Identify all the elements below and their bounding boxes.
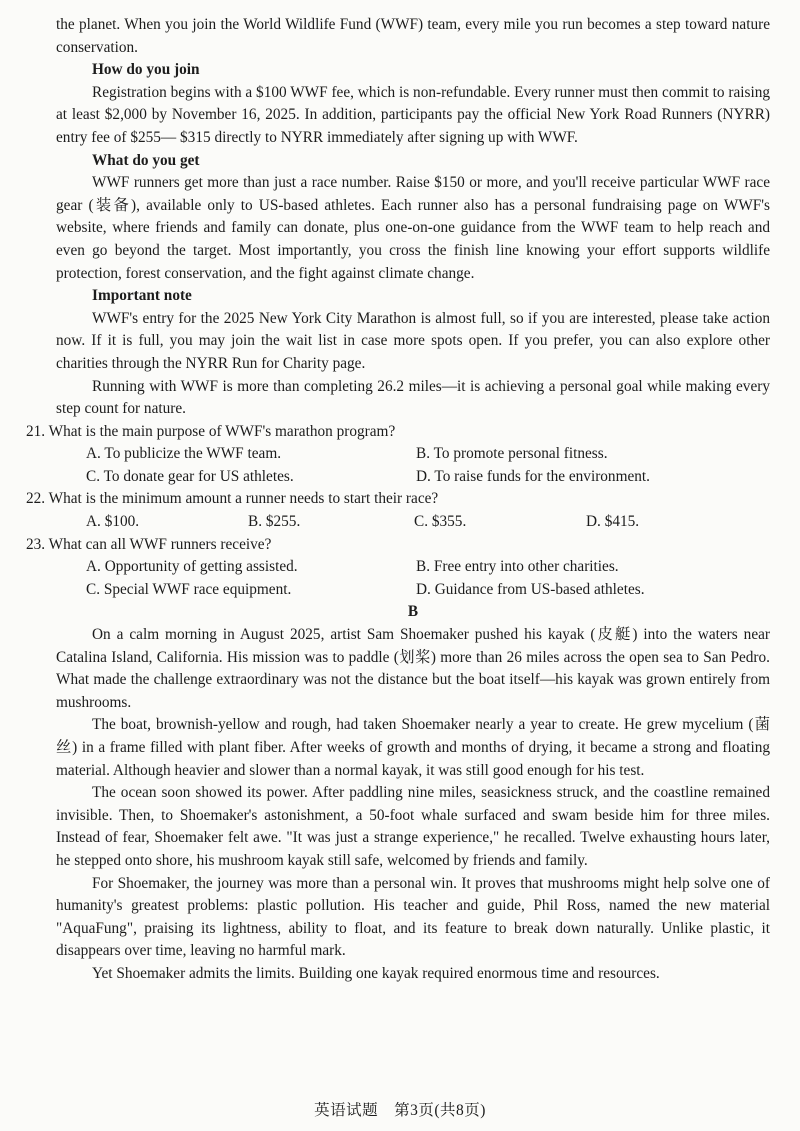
- paragraph: On a calm morning in August 2025, artist Sam Shoemaker pushed his kayak (皮艇) into the waters near Catalina Island, California. His mission was to paddle (划桨) more than 26 miles across the open sea to San Pedro. What made the challenge extraordinary was not the distance but the boat itself—his kayak was grown entirely from mushrooms.: [56, 626, 770, 711]
- paragraph: WWF's entry for the 2025 New York City Marathon is almost full, so if you are interested, please take action now. If it is full, you may join the wait list in case more spots open. If you prefer, you can also explore other charities through the NYRR Run for Charity page.: [56, 309, 770, 372]
- section-heading-what-you-get: What do you get: [92, 151, 200, 169]
- question-23-stem: 23. What can all WWF runners receive?: [26, 535, 272, 553]
- paragraph: WWF runners get more than just a race number. Raise $150 or more, and you'll receive particular WWF race gear (装备), available only to US-based athletes. Each runner also has a personal fundraising page on WWF's website, where friends and family can donate, plus one-on-one guidance from the WWF team to help reach and even go beyond the target. Most importantly, you cross the finish line knowing your effort supports wildlife protection, forest conservation, and the fight against climate change.: [56, 174, 770, 282]
- paragraph: The boat, brownish-yellow and rough, had taken Shoemaker nearly a year to create. He grew mycelium (菌丝) in a frame filled with plant fiber. After weeks of growth and months of drying, it became a strong and floating material. Although heavier and slower than a normal kayak, it was still good enough for his test.: [56, 716, 770, 779]
- option-b: B. $255.: [248, 513, 301, 531]
- option-d: D. $415.: [586, 513, 640, 531]
- paragraph: Yet Shoemaker admits the limits. Building one kayak required enormous time and resources.: [92, 964, 660, 982]
- page-footer: 英语试题 第3页(共8页): [314, 1102, 486, 1119]
- option-c: C. To donate gear for US athletes.: [86, 467, 294, 485]
- question-22-options: [56, 511, 770, 534]
- option-d: D. To raise funds for the environment.: [416, 467, 650, 485]
- paragraph: For Shoemaker, the journey was more than a personal win. It proves that mushrooms might help solve one of humanity's greatest problems: plastic pollution. His teacher and guide, Phil Ross, named the new material "AquaFung", praising its lightness, ability to float, and its feature to break down naturally. Unlike plastic, it disappears over time, leaving no harmful mark.: [56, 874, 770, 960]
- passage-a-intro-tail: the planet. When you join the World Wildlife Fund (WWF) team, every mile you run becomes a step toward nature conservation.: [56, 16, 770, 56]
- option-d: D. Guidance from US-based athletes.: [416, 580, 645, 598]
- question-21-options: [56, 443, 770, 488]
- page-content: [26, 14, 770, 986]
- question-21-stem: 21. What is the main purpose of WWF's marathon program?: [26, 422, 396, 440]
- paragraph: Registration begins with a $100 WWF fee, which is non-refundable. Every runner must then commit to raising at least $2,000 by November 16, 2025. In addition, participants pay the official New York Road Runners (NYRR) entry fee of $255— $315 directly to NYRR immediately after signing up with WWF.: [56, 83, 770, 146]
- paragraph: Running with WWF is more than completing 26.2 miles—it is achieving a personal goal while making every step count for nature.: [56, 377, 770, 418]
- option-b: B. To promote personal fitness.: [416, 445, 608, 463]
- option-a: A. $100.: [86, 513, 140, 531]
- question-22-stem: 22. What is the minimum amount a runner needs to start their race?: [26, 490, 439, 508]
- option-c: C. Special WWF race equipment.: [86, 580, 292, 598]
- option-a: A. Opportunity of getting assisted.: [86, 558, 298, 576]
- question-23-options: [56, 556, 770, 601]
- option-b: B. Free entry into other charities.: [416, 558, 619, 576]
- passage-b-label: B: [407, 603, 419, 621]
- section-heading-important-note: Important note: [92, 287, 192, 305]
- option-a: A. To publicize the WWF team.: [86, 445, 282, 463]
- paragraph: The ocean soon showed its power. After paddling nine miles, seasickness struck, and the coastline remained invisible. Then, to Shoemaker's astonishment, a 50-foot whale surfaced and swam beside him for three miles. Instead of fear, Shoemaker felt awe. "It was just a strange experience," he recalled. Twelve exhausting hours later, he stepped onto shore, his mushroom kayak still safe, welcomed by friends and family.: [56, 784, 770, 869]
- section-heading-how-to-join: How do you join: [92, 61, 200, 79]
- option-c: C. $355.: [414, 513, 467, 531]
